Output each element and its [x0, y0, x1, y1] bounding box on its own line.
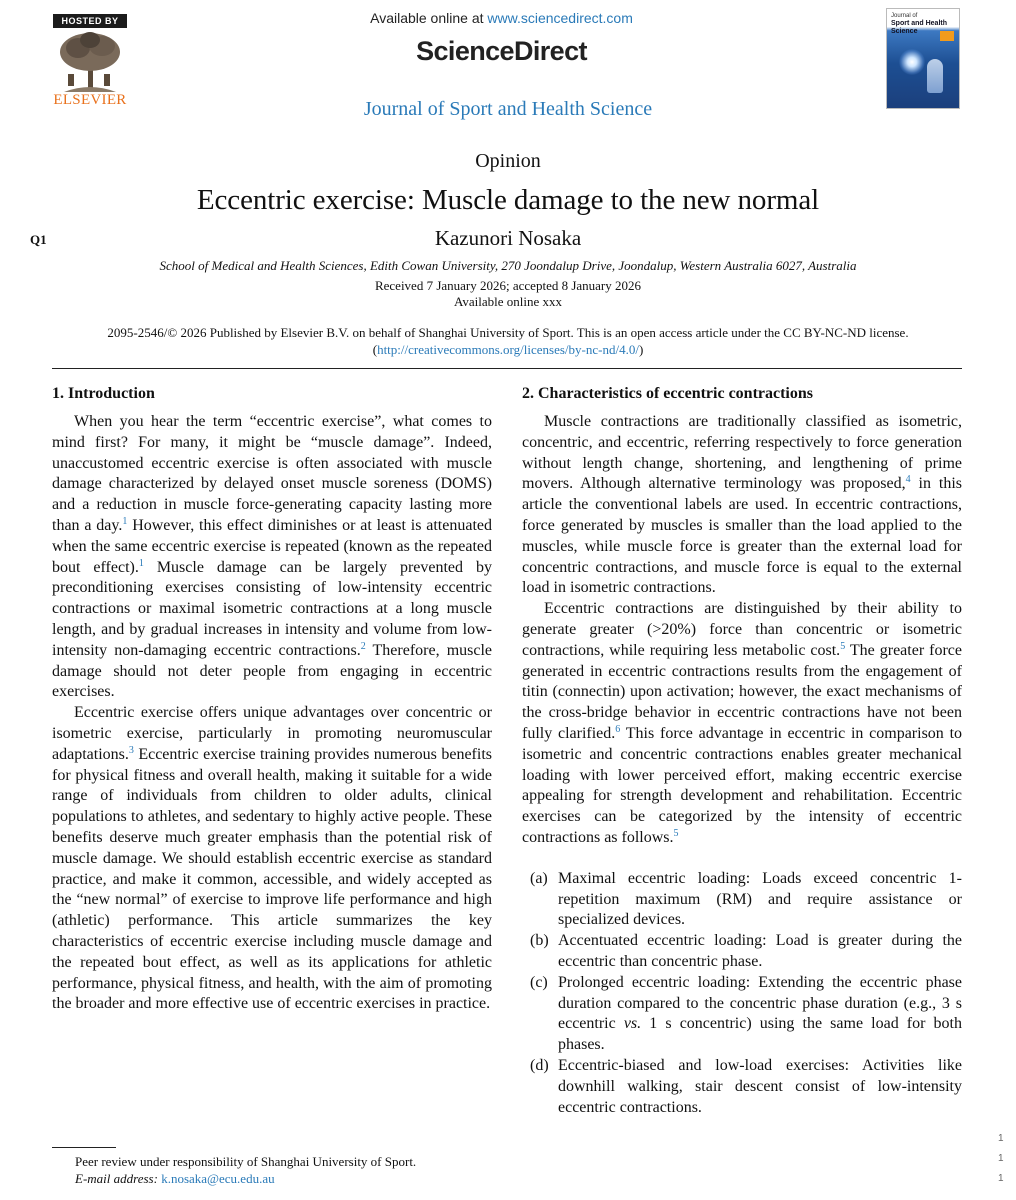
license-link-line: (http://creativecommons.org/licenses/by-nc-nd/4.0/)	[372, 342, 644, 357]
received-accepted-dates: Received 7 January 2026; accepted 8 January 2026	[374, 278, 642, 293]
section-heading-introduction: 1. Introduction	[52, 385, 155, 402]
right-column	[522, 385, 962, 1118]
characteristics-paragraph-2: Eccentric contractions are distinguished by their ability to generate greater (>20%) force than concentric or isometric contractions, while requiring less metabolic cost.$^5$ The greater force generated in eccentric contractions results from the engagement of titin (connectin) upon activation; however, the exact mechanisms of the cross-bridge behavior in eccentric contractions have not been fully clarified.$^6$ This force advantage in eccentric in comparison to isometric and concentric contractions enables greater mechanical loading with lower perceived effort, making eccentric exercise appealing for strength development and rehabilitation. Eccentric exercises can be categorized by the intensity of eccentric contractions as follows.$^5$	[522, 600, 963, 846]
publisher-name: ELSEVIER	[53, 92, 127, 108]
intro-paragraph-2: Eccentric exercise offers unique advantages over concentric or isometric exercise, particularly in promoting neuromuscular adaptations.$^3$ Eccentric exercise training provides numerous benefits for physical fitness and overall health, making it suitable for a wide range of individuals from children to older adults, clinical populations to athletes, and sedentary to highly active people. These benefits deserve much greater emphasis than the potential risk of muscle damage. We should establish eccentric exercise as standard practice, and make it common, accessible, and widely accepted as the “new normal” of exercise to improve life performance and high (athletic) performance. This article summarizes the key characteristics of eccentric exercise including muscle damage and the repeated bout effect, as well as its applications for athletic performance, physical fitness, and health, with the aim of promoting the broader and more effective use of eccentric exercises in practice.	[52, 704, 492, 1013]
author-name[interactable]: Kazunori Nosaka	[434, 226, 582, 250]
available-prefix: Available online at	[370, 10, 488, 26]
article-type: Opinion	[475, 150, 541, 172]
citation-ref[interactable]: 6	[615, 723, 621, 735]
available-online-date: Available online xxx	[453, 294, 563, 309]
journal-name[interactable]: Journal of Sport and Health Science	[363, 98, 653, 120]
footnote-divider	[52, 1147, 116, 1148]
cover-journal-name: Sport and Health Science	[891, 20, 948, 35]
left-column	[52, 385, 492, 1015]
list-item-text: Eccentric-biased and low-load exercises: Activities like downhill walking, stair descent consist of low-intensity eccentric contractions.	[558, 1056, 962, 1116]
journal-cover-image	[886, 8, 960, 109]
line-number-margin: 1	[998, 1133, 1004, 1144]
intro-paragraph-1: When you hear the term “eccentric exercise”, what comes to mind first? For many, it might be “muscle damage”. Indeed, unaccustomed eccentric exercise is often associated with muscle damage characterized by delayed onset muscle soreness (DOMS) and a reduction in muscle force-generating capacity lasting more than a day.$^1$ However, this effect diminishes or at least is attenuated when the same eccentric exercise is repeated (known as the repeated bout effect).$^1$ Muscle damage can be largely prevented by preconditioning exercises consisting of low-intensity eccentric contractions or maximal isometric contractions at a long muscle length, and by gradual increases in intensity and volume from low-intensity non-damaging eccentric contractions.$^2$ Therefore, muscle damage should not deter people from engaging in eccentric exercises.	[52, 413, 493, 701]
citation-ref[interactable]: 3	[128, 744, 134, 756]
list-marker: (b)	[530, 932, 549, 950]
article-title: Eccentric exercise: Muscle damage to the new normal	[196, 184, 820, 216]
list-marker: (c)	[530, 973, 548, 991]
license-text: 2095-2546/© 2026 Published by Elsevier B.V. on behalf of Shanghai University of Sport. This is an open access article under the CC BY-NC-ND license.	[107, 325, 909, 340]
citation-ref[interactable]: 5	[840, 640, 846, 652]
hosted-by-label: HOSTED BY	[53, 14, 127, 28]
peer-review-note: Peer review under responsibility of Shanghai University of Sport.	[75, 1154, 417, 1169]
list-item	[522, 931, 962, 973]
query-marker: Q1	[30, 232, 47, 247]
author-affiliation: School of Medical and Health Sciences, Edith Cowan University, 270 Joondalup Drive, Joondalup, Western Australia 6027, Australia	[159, 258, 857, 273]
license-statement	[0, 324, 1016, 358]
cover-athlete-figure	[927, 59, 943, 93]
section-heading-characteristics: 2. Characteristics of eccentric contractions	[522, 385, 813, 402]
list-item-text: Prolonged eccentric loading: Extending the eccentric phase duration compared to the concentric phase duration (e.g., 3 s eccentric vs. 1 s concentric) using the same load for both phases.	[558, 973, 962, 1054]
email-line	[75, 1171, 275, 1187]
sciencedirect-link[interactable]: www.sciencedirect.com	[487, 10, 633, 26]
list-item-text: Accentuated eccentric loading: Load is greater during the eccentric than concentric phase.	[558, 932, 962, 970]
citation-ref[interactable]: 5	[673, 827, 679, 839]
list-marker: (a)	[530, 869, 548, 887]
citation-ref[interactable]: 2	[360, 640, 366, 652]
cover-prefix: Journal of	[891, 13, 918, 19]
line-number-margin: 1	[998, 1153, 1004, 1164]
list-item	[522, 869, 962, 931]
article-dates	[0, 278, 1016, 310]
list-item	[522, 1056, 962, 1118]
header-divider	[52, 368, 962, 369]
line-number-margin: 1	[998, 1173, 1004, 1184]
sciencedirect-brand: ScienceDirect	[416, 36, 587, 66]
citation-ref[interactable]: 1	[138, 557, 144, 569]
license-link[interactable]: http://creativecommons.org/licenses/by-nc-nd/4.0/	[377, 342, 639, 357]
list-marker: (d)	[530, 1056, 549, 1074]
available-online-line	[0, 10, 1003, 26]
list-item-text: Maximal eccentric loading: Loads exceed concentric 1-repetition maximum (RM) and require assistance or specialized devices.	[558, 869, 962, 929]
cover-badge	[940, 31, 954, 41]
citation-ref[interactable]: 1	[122, 515, 128, 527]
characteristics-paragraph-1: Muscle contractions are traditionally classified as isometric, concentric, and eccentric, referring respectively to force generation without length change, shortening, and lengthening of prime movers. Although alternative terminology was proposed,$^4$ in this article the conventional labels are used. In eccentric contractions, force generated by muscles is smaller than the load applied to the muscles, while muscle force is greater than the external load for concentric contractions, and muscle force is equal to the external load in isometric contractions.	[522, 413, 962, 597]
email-label: E-mail address:	[75, 1171, 158, 1186]
cover-light-flare	[899, 49, 925, 75]
citation-ref[interactable]: 4	[905, 474, 911, 486]
author-email-link[interactable]: k.nosaka@ecu.edu.au	[161, 1171, 275, 1186]
list-item	[522, 973, 962, 1056]
eccentric-loading-list	[522, 869, 962, 1119]
